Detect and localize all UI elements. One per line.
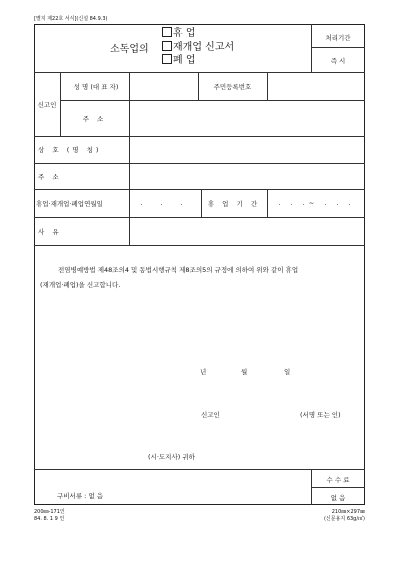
reporter-address-field[interactable] [130,101,364,135]
reason-label: 사 유 [38,227,62,236]
year-field[interactable]: 년 [200,368,207,376]
addressee: (시·도지사) 귀하 [148,453,195,461]
statement-line2: (재개업·폐업)을 신고합니다. [40,281,121,289]
close-checkbox[interactable] [162,54,172,64]
report-type-options [162,27,234,68]
form-title-suffix: 신고서 [205,41,235,53]
attachments-label: 구비서류 : 없 음 [57,492,104,500]
location-field[interactable] [130,164,364,188]
suspend-checkbox[interactable] [162,27,172,37]
processing-period-value: 즉 시 [330,57,346,65]
fee-value: 없 음 [330,494,346,502]
option-suspend: 휴 업 [162,27,234,41]
reporter-label: 신고인 [37,100,57,109]
form-title-prefix: 소독업의 [110,44,149,55]
processing-period-label: 처리기간 [325,34,351,42]
form-code: [별지 제22호 서식](신설 84.9.3) [34,16,108,22]
date-field[interactable]: . . . [140,199,191,207]
statement-line1: 전염병예방법 제48조의4 및 동법시행규칙 제8조의5의 규정에 의하여 위와 같이 휴업 [58,266,299,274]
fee-label: 수 수 료 [326,476,350,484]
name-field[interactable] [130,73,197,99]
id-number-label: 주민등록번호 [213,82,252,91]
business-name-field[interactable] [130,137,364,162]
id-number-field[interactable] [268,73,364,99]
footer-left: 200㎜-171인 84. 8. 1 9 인 [34,509,65,522]
date-label: 휴업·재개업·폐업연월일 [36,199,103,208]
reporter-address-label: 주 소 [82,114,107,123]
name-label: 성 명 (대 표 자) [73,82,119,91]
footer-right: 210㎜×297㎜ (신문용지 63g/㎡) [323,509,365,522]
suspension-period-field[interactable]: . . .~ . . . [278,199,355,207]
reopen-checkbox[interactable] [162,41,172,51]
signature-label: 신고인 [201,411,220,419]
option-close: 폐 업 [162,54,234,68]
day-field[interactable]: 일 [284,368,291,376]
reason-field[interactable] [130,218,364,244]
option-reopen: 재개업 신고서 [162,41,234,55]
signature-field[interactable]: (서명 또는 인) [300,411,341,419]
suspension-period-label: 휴 업 기 간 [207,199,261,208]
location-label: 주 소 [38,172,62,181]
business-name-label: 상 호 (명 칭) [38,146,102,154]
month-field[interactable]: 월 [241,368,248,376]
